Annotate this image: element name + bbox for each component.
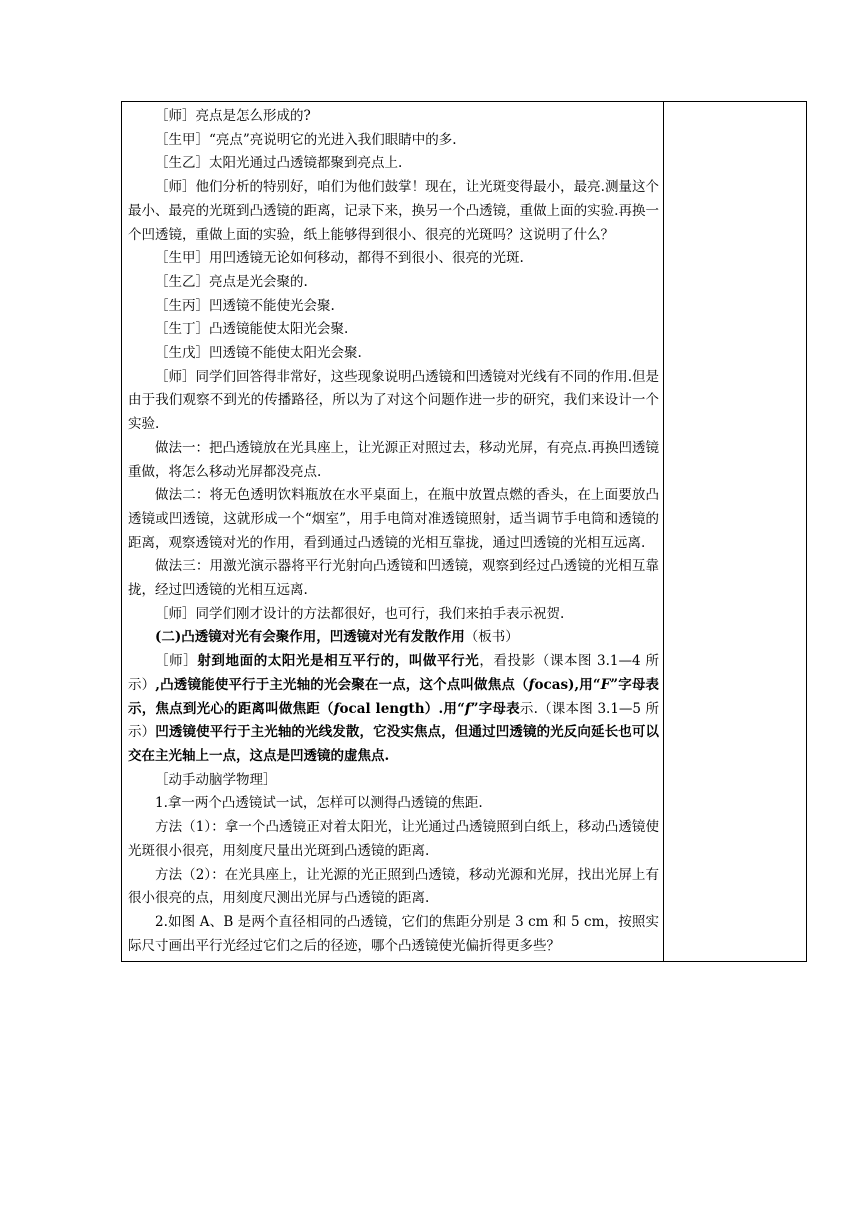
- paragraph: [128, 342, 659, 366]
- text-segment: ocas),用“: [534, 676, 601, 693]
- paragraph: [128, 603, 659, 627]
- paragraph: [128, 366, 659, 437]
- text-segment: f: [464, 700, 471, 717]
- paragraph: [128, 484, 659, 555]
- table-row: [122, 102, 807, 962]
- paragraph: [128, 129, 659, 153]
- text-segment: ［师］同学们回答得非常好，这些现象说明凸透镜和凹透镜对光线有不同的作用.但是由于我们观察不到光的传播路径，所以为了对这个问题作进一步的研究，我们来设计一个实验.: [128, 368, 659, 433]
- paragraph: [128, 295, 659, 319]
- text-segment: （板书）: [464, 629, 519, 646]
- text-segment: 射到地面的太阳光是相互平行的，叫做平行光: [197, 653, 480, 670]
- paragraph: [128, 105, 659, 129]
- text-segment: ［动手动脑学物理］: [155, 771, 277, 788]
- text-segment: 做法一：把凸透镜放在光具座上，让光源正对照过去，移动光屏，有亮点.再换凹透镜重做，将怎么移动光屏都没亮点.: [128, 439, 659, 480]
- text-segment: 示.（课本图 3.1—5 所示）: [128, 700, 660, 741]
- text-segment: ocal length）.用“: [339, 700, 465, 717]
- text-segment: (二)凸透镜对光有会聚作用，凹透镜对光有发散作用: [155, 629, 465, 646]
- text-segment: ”字母表示，焦点到光心的距离叫做焦距（: [128, 676, 660, 717]
- text-segment: ,凸透镜能使平行于主光轴的光会聚在一点，这个点叫做焦点（: [155, 676, 529, 693]
- text-segment: ，看投影（课本图 3.1—4 所示）: [128, 653, 659, 693]
- text-segment: ［生丁］凸透镜能使太阳光会聚.: [155, 321, 349, 338]
- paragraph: [128, 911, 659, 958]
- text-segment: ［生乙］太阳光通过凸透镜都聚到亮点上.: [155, 155, 403, 172]
- paragraph: [128, 816, 659, 863]
- paragraph: [128, 152, 659, 176]
- notes-cell: [664, 102, 807, 962]
- lesson-text: [122, 102, 663, 961]
- text-segment: ［生甲］“亮点”亮说明它的光进入我们眼睛中的多.: [155, 131, 457, 148]
- paragraph: [128, 650, 659, 769]
- text-segment: 做法二：将无色透明饮料瓶放在水平桌面上，在瓶中放置点燃的香头，在上面要放凸透镜或凹透镜，这就形成一个“烟室”，用手电筒对准透镜照射，适当调节手电筒和透镜的距离，观察透镜对光的作用，看到通过凸透镜的光相互靠拢，通过凹透镜的光相互远离.: [128, 487, 659, 551]
- paragraph: [128, 176, 659, 247]
- text-segment: 2.如图 A、B 是两个直径相同的凸透镜，它们的焦距分别是 3 cm 和 5 cm，按照实际尺寸画出平行光经过它们之后的径迹，哪个凸透镜使光偏折得更多些？: [128, 913, 659, 954]
- text-segment: 方法（1）：拿一个凸透镜正对着太阳光，让光通过凸透镜照到白纸上，移动凸透镜使光斑很小很亮，用刻度尺量出光斑到凸透镜的距离.: [128, 819, 659, 859]
- paragraph: [128, 792, 659, 816]
- text-segment: ［师］他们分析的特别好，咱们为他们鼓掌！现在，让光斑变得最小，最亮.测量这个最小、最亮的光斑到凸透镜的距离，记录下来，换另一个凸透镜，重做上面的实验.再换一个凹透镜，重做上面的实验，纸上能够得到很小、很亮的光斑吗？这说明了什么？: [128, 179, 659, 243]
- paragraph: [128, 247, 659, 271]
- paragraph: [128, 626, 659, 650]
- paragraph: [128, 318, 659, 342]
- text-segment: 做法三：用激光演示器将平行光射向凸透镜和凹透镜，观察到经过凸透镜的光相互靠拢，经过凹透镜的光相互远离.: [128, 558, 659, 599]
- paragraph: [128, 555, 659, 602]
- text-segment: ［师］: [155, 653, 198, 670]
- text-segment: 1.拿一两个凸透镜试一试，怎样可以测得凸透镜的焦距.: [155, 795, 483, 812]
- text-segment: 凹透镜使平行于主光轴的光线发散，它没实焦点，但通过凹透镜的光反向延长也可以交在主光轴上一点，这点是凹透镜的虚焦点.: [128, 724, 660, 764]
- text-segment: ［生甲］用凹透镜无论如何移动，都得不到很小、很亮的光斑.: [155, 250, 524, 267]
- paragraph: [128, 769, 659, 793]
- paragraph: [128, 437, 659, 484]
- text-segment: f: [333, 700, 340, 717]
- text-segment: ［生戊］凹透镜不能使太阳光会聚.: [155, 345, 362, 362]
- paragraph: [128, 864, 659, 911]
- paragraph: [128, 271, 659, 295]
- text-segment: ［师］同学们刚才设计的方法都很好，也可行，我们来拍手表示祝贺.: [155, 605, 565, 622]
- text-segment: ［师］亮点是怎么形成的?: [155, 108, 311, 124]
- text-segment: f: [528, 676, 535, 693]
- text-segment: 方法（2）：在光具座上，让光源的光正照到凸透镜，移动光源和光屏，找出光屏上有很小很亮的点，用刻度尺测出光屏与凸透镜的距离.: [128, 866, 659, 907]
- content-cell: [122, 102, 664, 962]
- text-segment: ”字母表: [470, 700, 520, 717]
- text-segment: F: [600, 676, 611, 693]
- text-segment: ［生丙］凹透镜不能使光会聚.: [155, 297, 335, 314]
- lesson-table: [121, 101, 807, 962]
- text-segment: ［生乙］亮点是光会聚的.: [155, 273, 308, 290]
